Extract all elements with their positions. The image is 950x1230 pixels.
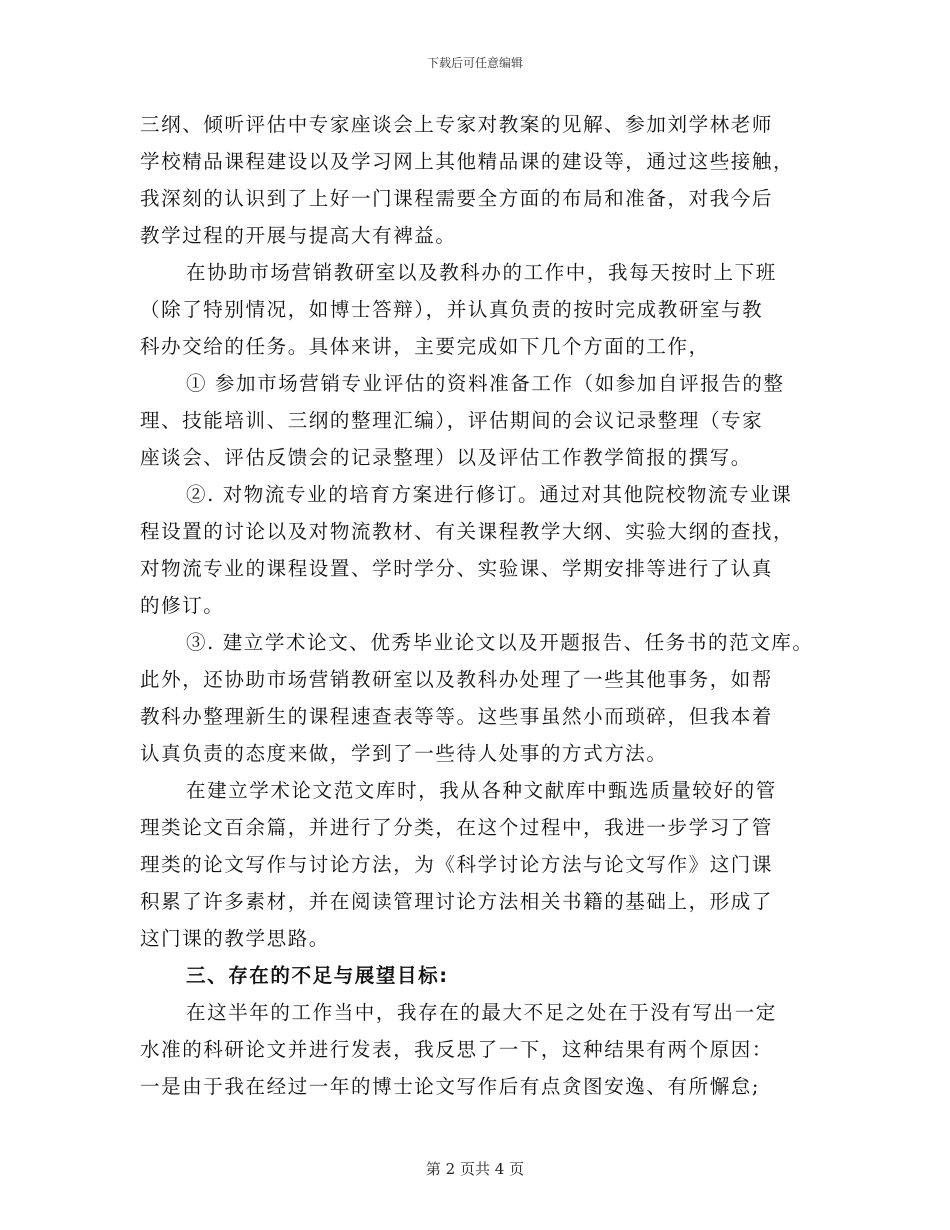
text-line: 在建立学术论文范文库时，我从各种文献库中甄选质量较好的管: [186, 779, 777, 802]
document-body: [140, 106, 830, 1105]
text-line: 科办交给的任务。具体来讲，主要完成如下几个方面的工作，: [140, 335, 710, 358]
section-heading: 三、存在的不足与展望目标:: [186, 964, 449, 987]
text-line: 认真负责的态度来做，学到了一些待人处事的方式方法。: [140, 742, 668, 765]
page-header: 下载后可任意编辑: [426, 56, 523, 70]
text-line: 这门课的教学思路。: [140, 927, 330, 950]
text-line: 理类的论文写作与讨论方法，为《科学讨论方法与论文写作》这门课: [140, 853, 774, 876]
page-footer: 第 2 页共 4 页: [425, 1160, 525, 1178]
text-line: 的修订。: [140, 594, 225, 617]
text-line: （除了特别情况，如博士答辩），并认真负责的按时完成教研室与教: [140, 298, 764, 321]
text-line: ②. 对物流专业的培育方案进行修订。通过对其他院校物流专业课: [186, 483, 793, 506]
text-line: 一是由于我在经过一年的博士论文写作后有点贪图安逸、有所懈怠;: [140, 1075, 761, 1098]
text-line: 理类论文百余篇，并进行了分类，在这个过程中，我进一步学习了管: [140, 816, 774, 839]
text-line: 在这半年的工作当中，我存在的最大不足之处在于没有写出一定: [186, 1001, 777, 1024]
text-line: 在协助市场营销教研室以及教科办的工作中，我每天按时上下班: [186, 261, 777, 284]
text-line: 水准的科研论文并进行发表，我反思了一下，这种结果有两个原因：: [140, 1038, 774, 1061]
text-line: 积累了许多素材，并在阅读管理讨论方法相关书籍的基础上，形成了: [140, 890, 774, 913]
text-line: 理、技能培训、三纲的整理汇编），评估期间的会议记录整理（专家: [140, 409, 764, 432]
text-line: 程设置的讨论以及对物流教材、有关课程教学大纲、实验大纲的查找，: [140, 520, 795, 543]
text-line: 我深刻的认识到了上好一门课程需要全方面的布局和准备，对我今后: [140, 187, 774, 210]
text-line: 学校精品课程建设以及学习网上其他精品课的建设等，通过这些接触，: [140, 150, 795, 173]
text-line: 对物流专业的课程设置、学时学分、实验课、学期安排等进行了认真: [140, 557, 774, 580]
text-line: 三纲、倾听评估中专家座谈会上专家对教案的见解、参加刘学林老师: [140, 113, 774, 136]
text-line: 座谈会、评估反馈会的记录整理）以及评估工作教学简报的撰写。: [140, 446, 752, 469]
text-line: 教学过程的开展与提高大有裨益。: [140, 224, 457, 247]
text-line: ① 参加市场营销专业评估的资料准备工作（如参加自评报告的整: [186, 372, 785, 395]
text-line: 此外，还协助市场营销教研室以及教科办处理了一些其他事务，如帮: [140, 668, 774, 691]
text-line: ③. 建立学术论文、优秀毕业论文以及开题报告、任务书的范文库。: [186, 631, 814, 654]
text-line: 教科办整理新生的课程速查表等等。这些事虽然小而琐碎，但我本着: [140, 705, 774, 728]
